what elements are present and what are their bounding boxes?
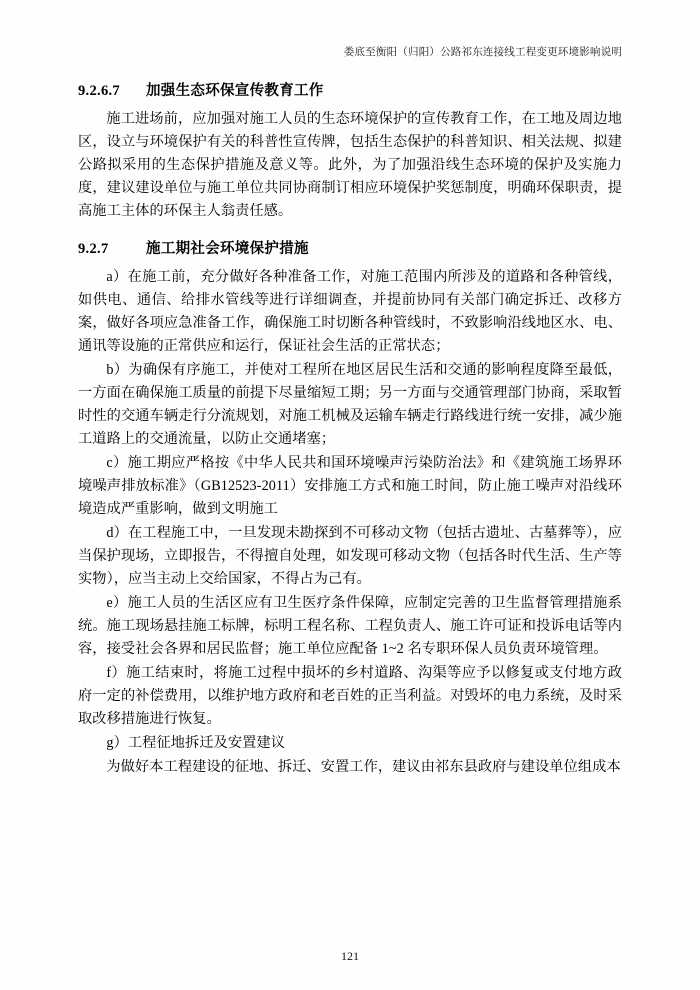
running-header: 娄底至衡阳（归阳）公路祁东连接线工程变更环境影响说明 (343, 47, 622, 58)
paragraph: 施工进场前，应加强对施工人员的生态环境保护的宣传教育工作，在工地及周边地区，设立与环境保护有关的科普性宣传牌，包括生态保护的科普知识、相关法规、拟建公路拟采用的生态保护措施及意义等。此外，为了加强沿线生态环境的保护及实施力度，建议建设单位与施工单位共同协商制订相应环境保护奖惩制度，明确环保职责，提高施工主体的环保主人翁责任感。 (78, 111, 622, 219)
list-text: 为确保有序施工，并使对工程所在地区居民生活和交通的影响程度降至最低，一方面在确保施工质量的前提下尽量缩短工期；另一方面与交通管理部门协商，采取暂时性的交通车辆走行分流规划，对施工机械及运输车辆走行路线进行统一安排，减少施工道路上的交通流量，以防止交通堵塞； (78, 362, 623, 447)
list-item (78, 266, 622, 358)
list-marker: c） (106, 455, 128, 471)
list-item (78, 592, 622, 661)
closing-paragraph: 为做好本工程建设的征地、拆迁、安置工作，建议由祁东县政府与建设单位组成本 (106, 759, 621, 775)
list-marker: f） (106, 665, 127, 681)
list-text: 在施工前，充分做好各种准备工作，对施工范围内所涉及的道路和各种管线，如供电、通信、给排水管线等进行详细调查，并提前协同有关部门确定拆迁、改移方案，做好各项应急准备工作，确保施工时切断各种管线时，不致影响沿线地区水、电、通讯等设施的正常供应和运行，保证社会生活的正常状态； (78, 269, 623, 354)
page-number: 121 (341, 949, 359, 963)
section-heading-9267 (78, 79, 622, 100)
list-item (78, 359, 622, 451)
section-number: 9.2.7 (78, 241, 109, 257)
list-text: 施工期应严格按《中华人民共和国环境噪声污染防治法》和《建筑施工场界环境噪声排放标准》（GB12523-2011）安排施工方式和施工时间，防止施工噪声对沿线环境造成严重影响，做到文明施工 (78, 455, 623, 517)
list-item (78, 452, 622, 521)
list-item (78, 662, 622, 731)
list-marker: e） (106, 595, 128, 611)
list-marker: b） (106, 362, 129, 378)
list-item (78, 522, 622, 591)
list-marker: d） (106, 525, 128, 541)
list-text: 施工人员的生活区应有卫生医疗条件保障，应制定完善的卫生监督管理措施系统。施工现场悬挂施工标牌，标明工程名称、工程负责人、施工许可证和投诉电话等内容，接受社会各界和居民监督；施工单位应配备 1~2 名专职环保人员负责环境管理。 (78, 595, 623, 657)
section-number: 9.2.6.7 (78, 83, 120, 99)
section-title: 施工期社会环境保护措施 (146, 241, 309, 257)
list-marker: a） (106, 269, 128, 285)
section-title: 加强生态环保宣传教育工作 (146, 83, 324, 99)
list-text: 施工结束时，将施工过程中损坏的乡村道路、沟渠等应予以修复或支付地方政府一定的补偿费用，以维护地方政府和老百姓的正当利益。对毁坏的电力系统，及时采取改移措施进行恢复。 (78, 665, 622, 727)
list-text: 在工程施工中，一旦发现未勘探到不可移动文物（包括古遗址、古墓葬等），应当保护现场，立即报告，不得擅自处理，如发现可移动文物（包括各时代生活、生产等实物），应当主动上交给国家，不得占为己有。 (78, 525, 622, 587)
section-heading-927 (78, 237, 622, 258)
list-item (78, 732, 622, 755)
list-marker: g） (106, 735, 128, 751)
section-927 (78, 237, 622, 779)
section-9267 (78, 79, 622, 223)
list-text: 工程征地拆迁及安置建议 (127, 735, 286, 751)
